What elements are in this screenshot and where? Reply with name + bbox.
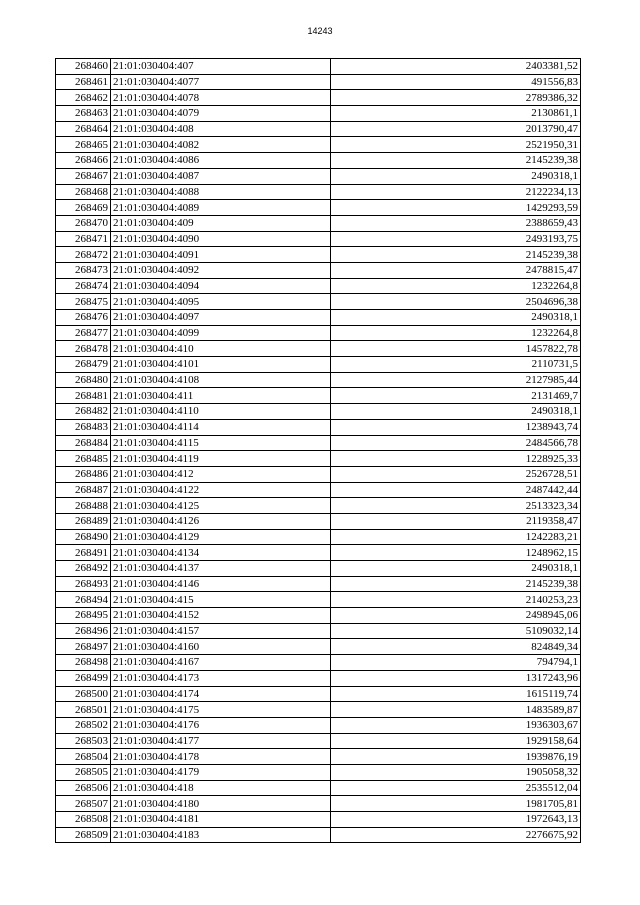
row-number-cell: 268467 bbox=[56, 168, 111, 184]
table-row bbox=[56, 357, 581, 373]
cadastral-number-cell: 21:01:030404:4175 bbox=[111, 702, 331, 718]
cadastral-value-cell: 2403381,52 bbox=[331, 59, 581, 75]
table-row bbox=[56, 655, 581, 671]
cadastral-value-cell: 824849,34 bbox=[331, 639, 581, 655]
row-number-cell: 268475 bbox=[56, 294, 111, 310]
cadastral-number-cell: 21:01:030404:4177 bbox=[111, 733, 331, 749]
row-number-cell: 268489 bbox=[56, 513, 111, 529]
table-row bbox=[56, 106, 581, 122]
cadastral-number-cell: 21:01:030404:4099 bbox=[111, 325, 331, 341]
table-row bbox=[56, 466, 581, 482]
cadastral-value-cell: 1232264,8 bbox=[331, 325, 581, 341]
table-row bbox=[56, 639, 581, 655]
table-row bbox=[56, 686, 581, 702]
cadastral-value-cell: 2513323,34 bbox=[331, 498, 581, 514]
row-number-cell: 268464 bbox=[56, 121, 111, 137]
cadastral-number-cell: 21:01:030404:4097 bbox=[111, 310, 331, 326]
cadastral-value-cell: 2789386,32 bbox=[331, 90, 581, 106]
cadastral-value-cell: 2490318,1 bbox=[331, 404, 581, 420]
cadastral-value-cell: 2535512,04 bbox=[331, 780, 581, 796]
cadastral-value-cell: 1972643,13 bbox=[331, 812, 581, 828]
cadastral-value-cell: 2478815,47 bbox=[331, 262, 581, 278]
table-row bbox=[56, 59, 581, 75]
cadastral-number-cell: 21:01:030404:4183 bbox=[111, 827, 331, 843]
cadastral-number-cell: 21:01:030404:4086 bbox=[111, 153, 331, 169]
row-number-cell: 268472 bbox=[56, 247, 111, 263]
cadastral-value-cell: 2127985,44 bbox=[331, 372, 581, 388]
cadastral-value-cell: 1905058,32 bbox=[331, 764, 581, 780]
cadastral-number-cell: 21:01:030404:4152 bbox=[111, 608, 331, 624]
cadastral-number-cell: 21:01:030404:4180 bbox=[111, 796, 331, 812]
row-number-cell: 268496 bbox=[56, 623, 111, 639]
row-number-cell: 268492 bbox=[56, 561, 111, 577]
table-row bbox=[56, 325, 581, 341]
table-row bbox=[56, 294, 581, 310]
row-number-cell: 268494 bbox=[56, 592, 111, 608]
table-row bbox=[56, 278, 581, 294]
table-row bbox=[56, 262, 581, 278]
cadastral-number-cell: 21:01:030404:4078 bbox=[111, 90, 331, 106]
row-number-cell: 268474 bbox=[56, 278, 111, 294]
row-number-cell: 268503 bbox=[56, 733, 111, 749]
table-row bbox=[56, 733, 581, 749]
table-row bbox=[56, 764, 581, 780]
table-row bbox=[56, 200, 581, 216]
cadastral-value-cell: 2110731,5 bbox=[331, 357, 581, 373]
cadastral-value-cell: 1981705,81 bbox=[331, 796, 581, 812]
cadastral-value-cell: 2521950,31 bbox=[331, 137, 581, 153]
row-number-cell: 268500 bbox=[56, 686, 111, 702]
cadastral-value-cell: 2490318,1 bbox=[331, 310, 581, 326]
cadastral-number-cell: 21:01:030404:4119 bbox=[111, 451, 331, 467]
row-number-cell: 268508 bbox=[56, 812, 111, 828]
cadastral-number-cell: 21:01:030404:4087 bbox=[111, 168, 331, 184]
row-number-cell: 268462 bbox=[56, 90, 111, 106]
cadastral-number-cell: 21:01:030404:4095 bbox=[111, 294, 331, 310]
cadastral-value-cell: 1936303,67 bbox=[331, 717, 581, 733]
row-number-cell: 268495 bbox=[56, 608, 111, 624]
row-number-cell: 268468 bbox=[56, 184, 111, 200]
cadastral-number-cell: 21:01:030404:4122 bbox=[111, 482, 331, 498]
cadastral-value-cell: 1317243,96 bbox=[331, 670, 581, 686]
table-row bbox=[56, 717, 581, 733]
cadastral-number-cell: 21:01:030404:4181 bbox=[111, 812, 331, 828]
row-number-cell: 268504 bbox=[56, 749, 111, 765]
cadastral-number-cell: 21:01:030404:4160 bbox=[111, 639, 331, 655]
cadastral-number-cell: 21:01:030404:4108 bbox=[111, 372, 331, 388]
row-number-cell: 268498 bbox=[56, 655, 111, 671]
row-number-cell: 268497 bbox=[56, 639, 111, 655]
row-number-cell: 268487 bbox=[56, 482, 111, 498]
cadastral-number-cell: 21:01:030404:4179 bbox=[111, 764, 331, 780]
cadastral-number-cell: 21:01:030404:4110 bbox=[111, 404, 331, 420]
cadastral-number-cell: 21:01:030404:4137 bbox=[111, 561, 331, 577]
cadastral-value-cell: 2388659,43 bbox=[331, 215, 581, 231]
cadastral-number-cell: 21:01:030404:4129 bbox=[111, 529, 331, 545]
cadastral-value-cell: 2504696,38 bbox=[331, 294, 581, 310]
row-number-cell: 268480 bbox=[56, 372, 111, 388]
row-number-cell: 268478 bbox=[56, 341, 111, 357]
row-number-cell: 268490 bbox=[56, 529, 111, 545]
table-row bbox=[56, 592, 581, 608]
cadastral-value-cell: 1228925,33 bbox=[331, 451, 581, 467]
cadastral-value-cell: 2490318,1 bbox=[331, 168, 581, 184]
table-row bbox=[56, 702, 581, 718]
cadastral-value-cell: 2498945,06 bbox=[331, 608, 581, 624]
cadastral-value-cell: 2145239,38 bbox=[331, 247, 581, 263]
cadastral-value-cell: 2493193,75 bbox=[331, 231, 581, 247]
cadastral-number-cell: 21:01:030404:4091 bbox=[111, 247, 331, 263]
row-number-cell: 268481 bbox=[56, 388, 111, 404]
table-row bbox=[56, 451, 581, 467]
cadastral-value-cell: 2487442,44 bbox=[331, 482, 581, 498]
table-row bbox=[56, 341, 581, 357]
row-number-cell: 268485 bbox=[56, 451, 111, 467]
cadastral-number-cell: 21:01:030404:4088 bbox=[111, 184, 331, 200]
row-number-cell: 268501 bbox=[56, 702, 111, 718]
cadastral-number-cell: 21:01:030404:411 bbox=[111, 388, 331, 404]
row-number-cell: 268463 bbox=[56, 106, 111, 122]
table-row bbox=[56, 184, 581, 200]
cadastral-number-cell: 21:01:030404:415 bbox=[111, 592, 331, 608]
cadastral-value-cell: 2145239,38 bbox=[331, 153, 581, 169]
row-number-cell: 268491 bbox=[56, 545, 111, 561]
table-row bbox=[56, 623, 581, 639]
cadastral-value-cell: 2122234,13 bbox=[331, 184, 581, 200]
cadastral-value-cell: 2526728,51 bbox=[331, 466, 581, 482]
row-number-cell: 268507 bbox=[56, 796, 111, 812]
cadastral-value-cell: 2490318,1 bbox=[331, 561, 581, 577]
cadastral-value-cell: 5109032,14 bbox=[331, 623, 581, 639]
cadastral-value-cell: 1232264,8 bbox=[331, 278, 581, 294]
table-row bbox=[56, 168, 581, 184]
cadastral-number-cell: 21:01:030404:408 bbox=[111, 121, 331, 137]
cadastral-value-cell: 2484566,78 bbox=[331, 435, 581, 451]
cadastral-number-cell: 21:01:030404:4167 bbox=[111, 655, 331, 671]
table-row bbox=[56, 796, 581, 812]
cadastral-number-cell: 21:01:030404:4146 bbox=[111, 576, 331, 592]
cadastral-number-cell: 21:01:030404:4092 bbox=[111, 262, 331, 278]
table-row bbox=[56, 498, 581, 514]
table-row bbox=[56, 749, 581, 765]
table-body bbox=[56, 59, 581, 843]
cadastral-value-cell: 794794,1 bbox=[331, 655, 581, 671]
cadastral-number-cell: 21:01:030404:412 bbox=[111, 466, 331, 482]
table-row bbox=[56, 561, 581, 577]
cadastral-number-cell: 21:01:030404:4126 bbox=[111, 513, 331, 529]
table-row bbox=[56, 121, 581, 137]
cadastral-number-cell: 21:01:030404:409 bbox=[111, 215, 331, 231]
row-number-cell: 268505 bbox=[56, 764, 111, 780]
cadastral-value-cell: 1457822,78 bbox=[331, 341, 581, 357]
row-number-cell: 268471 bbox=[56, 231, 111, 247]
table-row bbox=[56, 419, 581, 435]
table-row bbox=[56, 137, 581, 153]
table-row bbox=[56, 513, 581, 529]
cadastral-value-cell: 2145239,38 bbox=[331, 576, 581, 592]
cadastral-value-cell: 1615119,74 bbox=[331, 686, 581, 702]
cadastral-number-cell: 21:01:030404:4173 bbox=[111, 670, 331, 686]
cadastral-number-cell: 21:01:030404:4089 bbox=[111, 200, 331, 216]
table-row bbox=[56, 545, 581, 561]
table-row bbox=[56, 388, 581, 404]
cadastral-number-cell: 21:01:030404:4174 bbox=[111, 686, 331, 702]
cadastral-number-cell: 21:01:030404:4090 bbox=[111, 231, 331, 247]
cadastral-value-cell: 2130861,1 bbox=[331, 106, 581, 122]
cadastral-number-cell: 21:01:030404:4157 bbox=[111, 623, 331, 639]
row-number-cell: 268483 bbox=[56, 419, 111, 435]
cadastral-value-cell: 1242283,21 bbox=[331, 529, 581, 545]
table-row bbox=[56, 780, 581, 796]
table-row bbox=[56, 153, 581, 169]
row-number-cell: 268461 bbox=[56, 74, 111, 90]
cadastral-value-cell: 2140253,23 bbox=[331, 592, 581, 608]
cadastral-number-cell: 21:01:030404:418 bbox=[111, 780, 331, 796]
cadastral-value-cell: 2013790,47 bbox=[331, 121, 581, 137]
cadastral-value-cell: 1248962,15 bbox=[331, 545, 581, 561]
row-number-cell: 268469 bbox=[56, 200, 111, 216]
row-number-cell: 268479 bbox=[56, 357, 111, 373]
cadastral-value-cell: 2276675,92 bbox=[331, 827, 581, 843]
cadastral-number-cell: 21:01:030404:4115 bbox=[111, 435, 331, 451]
cadastral-value-table bbox=[55, 58, 581, 843]
row-number-cell: 268488 bbox=[56, 498, 111, 514]
cadastral-value-cell: 1929158,64 bbox=[331, 733, 581, 749]
cadastral-number-cell: 21:01:030404:4125 bbox=[111, 498, 331, 514]
cadastral-number-cell: 21:01:030404:4077 bbox=[111, 74, 331, 90]
table-row bbox=[56, 372, 581, 388]
page-number: 14243 bbox=[307, 26, 333, 36]
cadastral-value-cell: 491556,83 bbox=[331, 74, 581, 90]
table-row bbox=[56, 670, 581, 686]
cadastral-number-cell: 21:01:030404:4082 bbox=[111, 137, 331, 153]
row-number-cell: 268460 bbox=[56, 59, 111, 75]
row-number-cell: 268502 bbox=[56, 717, 111, 733]
row-number-cell: 268506 bbox=[56, 780, 111, 796]
cadastral-number-cell: 21:01:030404:410 bbox=[111, 341, 331, 357]
table-row bbox=[56, 827, 581, 843]
cadastral-number-cell: 21:01:030404:407 bbox=[111, 59, 331, 75]
cadastral-value-cell: 1483589,87 bbox=[331, 702, 581, 718]
row-number-cell: 268482 bbox=[56, 404, 111, 420]
row-number-cell: 268465 bbox=[56, 137, 111, 153]
table-row bbox=[56, 482, 581, 498]
row-number-cell: 268473 bbox=[56, 262, 111, 278]
table-row bbox=[56, 404, 581, 420]
table-row bbox=[56, 90, 581, 106]
row-number-cell: 268484 bbox=[56, 435, 111, 451]
cadastral-number-cell: 21:01:030404:4094 bbox=[111, 278, 331, 294]
table-row bbox=[56, 576, 581, 592]
cadastral-number-cell: 21:01:030404:4176 bbox=[111, 717, 331, 733]
table-row bbox=[56, 310, 581, 326]
cadastral-number-cell: 21:01:030404:4134 bbox=[111, 545, 331, 561]
row-number-cell: 268509 bbox=[56, 827, 111, 843]
row-number-cell: 268466 bbox=[56, 153, 111, 169]
row-number-cell: 268476 bbox=[56, 310, 111, 326]
table-row bbox=[56, 247, 581, 263]
row-number-cell: 268477 bbox=[56, 325, 111, 341]
table-row bbox=[56, 608, 581, 624]
cadastral-number-cell: 21:01:030404:4178 bbox=[111, 749, 331, 765]
table-row bbox=[56, 435, 581, 451]
table-row bbox=[56, 74, 581, 90]
cadastral-value-cell: 1238943,74 bbox=[331, 419, 581, 435]
table-row bbox=[56, 231, 581, 247]
row-number-cell: 268486 bbox=[56, 466, 111, 482]
cadastral-number-cell: 21:01:030404:4079 bbox=[111, 106, 331, 122]
row-number-cell: 268470 bbox=[56, 215, 111, 231]
cadastral-number-cell: 21:01:030404:4114 bbox=[111, 419, 331, 435]
cadastral-number-cell: 21:01:030404:4101 bbox=[111, 357, 331, 373]
row-number-cell: 268499 bbox=[56, 670, 111, 686]
table-row bbox=[56, 812, 581, 828]
table-row bbox=[56, 529, 581, 545]
cadastral-value-cell: 1429293,59 bbox=[331, 200, 581, 216]
cadastral-value-cell: 2119358,47 bbox=[331, 513, 581, 529]
row-number-cell: 268493 bbox=[56, 576, 111, 592]
table-row bbox=[56, 215, 581, 231]
cadastral-value-cell: 2131469,7 bbox=[331, 388, 581, 404]
cadastral-value-cell: 1939876,19 bbox=[331, 749, 581, 765]
